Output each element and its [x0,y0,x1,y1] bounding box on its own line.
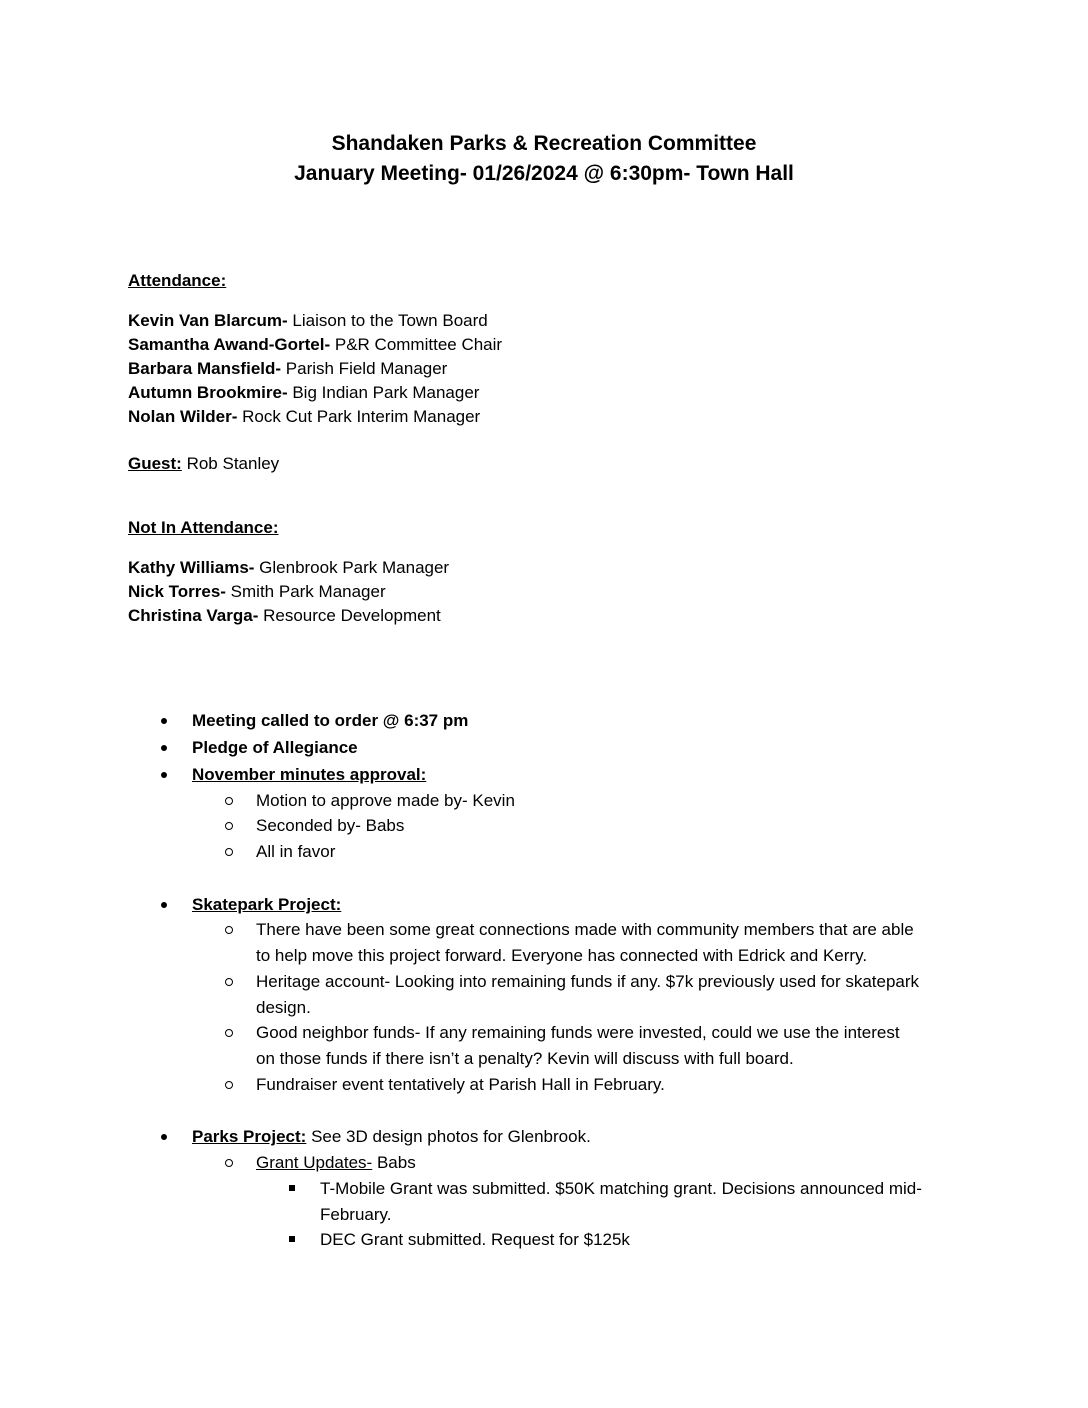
skatepark-item-line: Good neighbor funds- If any remaining funds were invested, could we use the interest [256,1023,900,1042]
grant-item-line: T-Mobile Grant was submitted. $50K matching grant. Decisions announced mid- [320,1179,922,1198]
sub-bullet-icon [225,1029,233,1037]
attendee-role: Liaison to the Town Board [287,311,488,330]
skatepark-item-line: Fundraiser event tentatively at Parish Hall in February. [256,1075,665,1094]
square-bullet-icon [289,1236,295,1242]
not-attending-list [128,556,449,628]
attendee-role: Big Indian Park Manager [287,383,480,402]
parks-text: See 3D design photos for Glenbrook. [306,1127,591,1146]
attendee-name: Kevin Van Blarcum- [128,311,288,330]
minutes-heading: November minutes approval: [192,765,427,784]
attendee-name: Nolan Wilder- [128,407,238,426]
sub-bullet-icon [225,926,233,934]
minutes-item: Motion to approve made by- Kevin [256,791,515,810]
skatepark-item-line: on those funds if there isn’t a penalty? Kevin will discuss with full board. [256,1049,794,1068]
attendee [128,405,502,429]
attendee [128,333,502,357]
sub-bullet-icon [225,1159,233,1167]
absentee-name: Nick Torres- [128,582,226,601]
bullet-icon [161,718,167,724]
absentee-role: Glenbrook Park Manager [254,558,450,577]
guest-name: Rob Stanley [181,454,280,473]
absentee-name: Kathy Williams- [128,558,255,577]
absentee-role: Resource Development [258,606,441,625]
parks-heading: Parks Project: [192,1127,307,1146]
absentee [128,580,449,604]
absentee [128,556,449,580]
sub-bullet-icon [225,848,233,856]
grant-updates-heading: Grant Updates- [256,1153,373,1172]
sub-bullet-icon [225,978,233,986]
call-to-order: Meeting called to order @ 6:37 pm [192,711,469,730]
absentee-name: Christina Varga- [128,606,259,625]
square-bullet-icon [289,1185,295,1191]
absentee [128,604,449,628]
attendee [128,381,502,405]
document-title: Shandaken Parks & Recreation Committee [331,132,757,155]
bullet-icon [161,772,167,778]
grant-item-line: February. [320,1205,392,1224]
minutes-item: All in favor [256,842,336,861]
attendance-list [128,309,502,429]
grant-updates-line [256,1151,416,1175]
sub-bullet-icon [225,1081,233,1089]
parks-line [192,1125,591,1149]
bullet-icon [161,1134,167,1140]
sub-bullet-icon [225,822,233,830]
pledge: Pledge of Allegiance [192,738,358,757]
skatepark-item-line: There have been some great connections made with community members that are able [256,920,914,939]
bullet-icon [161,902,167,908]
minutes-item: Seconded by- Babs [256,816,405,835]
attendee-role: P&R Committee Chair [330,335,503,354]
attendee [128,357,502,381]
sub-bullet-icon [225,797,233,805]
skatepark-item-line: Heritage account- Looking into remaining funds if any. $7k previously used for skatepark [256,972,920,991]
skatepark-item-line: to help move this project forward. Everyone has connected with Edrick and Kerry. [256,946,868,965]
grant-item-line: DEC Grant submitted. Request for $125k [320,1230,630,1249]
attendee [128,309,502,333]
attendee-name: Barbara Mansfield- [128,359,282,378]
grant-updates-person: Babs [372,1153,416,1172]
skatepark-heading: Skatepark Project: [192,895,342,914]
attendee-name: Autumn Brookmire- [128,383,288,402]
guest-line [128,452,279,476]
attendee-name: Samantha Awand-Gortel- [128,335,331,354]
absentee-role: Smith Park Manager [225,582,386,601]
attendance-heading: Attendance: [128,271,227,290]
not-attending-heading: Not In Attendance: [128,518,279,537]
attendee-role: Rock Cut Park Interim Manager [237,407,481,426]
document-subtitle: January Meeting- 01/26/2024 @ 6:30pm- Town Hall [294,162,794,185]
attendee-role: Parish Field Manager [281,359,448,378]
bullet-icon [161,745,167,751]
skatepark-item-line: design. [256,998,311,1017]
guest-label: Guest: [128,454,182,473]
